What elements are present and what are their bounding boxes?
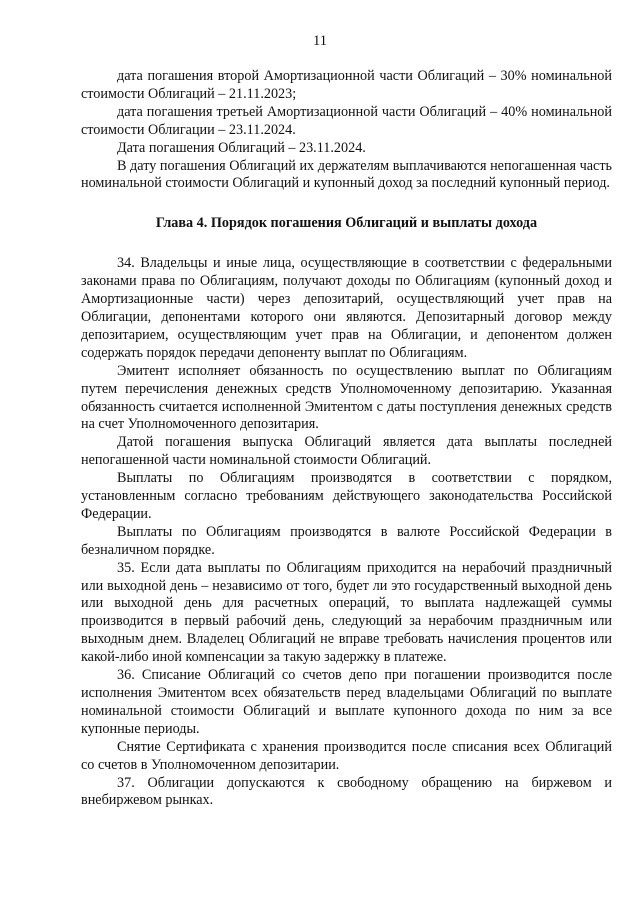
paragraph-issuer-obligation: Эмитент исполняет обязанность по осуществлению выплат по Облигациям путем перечисления денежных средств Уполномоченному депозитарию. Указанная обязанность считается исполненной Эмитентом с даты поступления денежных средств на счет Уполномоченного депозитария. <box>81 362 612 433</box>
paragraph-amortization-3: дата погашения третьей Амортизационной части Облигаций – 40% номинальной стоимости Облигации – 23.11.2024. <box>81 103 612 138</box>
paragraph-maturity-payment: В дату погашения Облигаций их держателям выплачиваются непогашенная часть номинальной стоимости Облигаций и купонный доход за последний купонный период. <box>81 157 612 192</box>
paragraph-clause-37: 37. Облигации допускаются к свободному обращению на биржевом и внебиржевом рынках. <box>81 774 612 809</box>
paragraph-payment-currency: Выплаты по Облигациям производятся в валюте Российской Федерации в безналичном порядке. <box>81 523 612 558</box>
paragraph-redemption-date: Датой погашения выпуска Облигаций является дата выплаты последней непогашенной части номинальной стоимости Облигаций. <box>81 434 612 469</box>
paragraph-maturity-date: Дата погашения Облигаций – 23.11.2024. <box>117 139 366 156</box>
chapter-heading: Глава 4. Порядок погашения Облигаций и выплаты дохода <box>155 215 538 232</box>
paragraph-clause-35: 35. Если дата выплаты по Облигациям приходится на нерабочий праздничный или выходной день – независимо от того, будет ли это государственный выходной день или выходной день для расчетных операций, то выплата надлежащей суммы производится в первый рабочий день, следующий за нерабочим праздничным или выходным днем. Владелец Облигаций не вправе требовать начисления процентов или какой-либо иной компенсации за такую задержку в платеже. <box>81 559 612 666</box>
paragraph-clause-36: 36. Списание Облигаций со счетов депо при погашении производится после исполнения Эмитентом всех обязательств перед владельцами Облигаций по выплате номинальной стоимости Облигаций и выплате купонного дохода по ним за все купонные периоды. <box>81 667 612 737</box>
document-body <box>81 68 612 810</box>
paragraph-clause-34: 34. Владельцы и иные лица, осуществляющие в соответствии с федеральными законами права по Облигациям, получают доходы по Облигациям (купонный доход и Амортизационные части) через депозитарий, осуществляющий учет прав на Облигации, депонентами которого они являются. Депозитарный договор между депозитарием, осуществляющим учет прав на Облигации, и депонентом должен содержать порядок передачи депоненту выплат по Облигациям. <box>81 255 612 361</box>
paragraph-amortization-2: дата погашения второй Амортизационной части Облигаций – 30% номинальной стоимости Облигаций – 21.11.2023; <box>81 68 612 102</box>
page-number: 11 <box>313 33 327 49</box>
paragraph-payment-procedure: Выплаты по Облигациям производятся в соответствии с порядком, установленным согласно требованиям действующего законодательства Российской Федерации. <box>81 470 612 522</box>
paragraph-certificate-removal: Снятие Сертификата с хранения производится после списания всех Облигаций со счетов в Уполномоченном депозитарии. <box>81 738 612 773</box>
